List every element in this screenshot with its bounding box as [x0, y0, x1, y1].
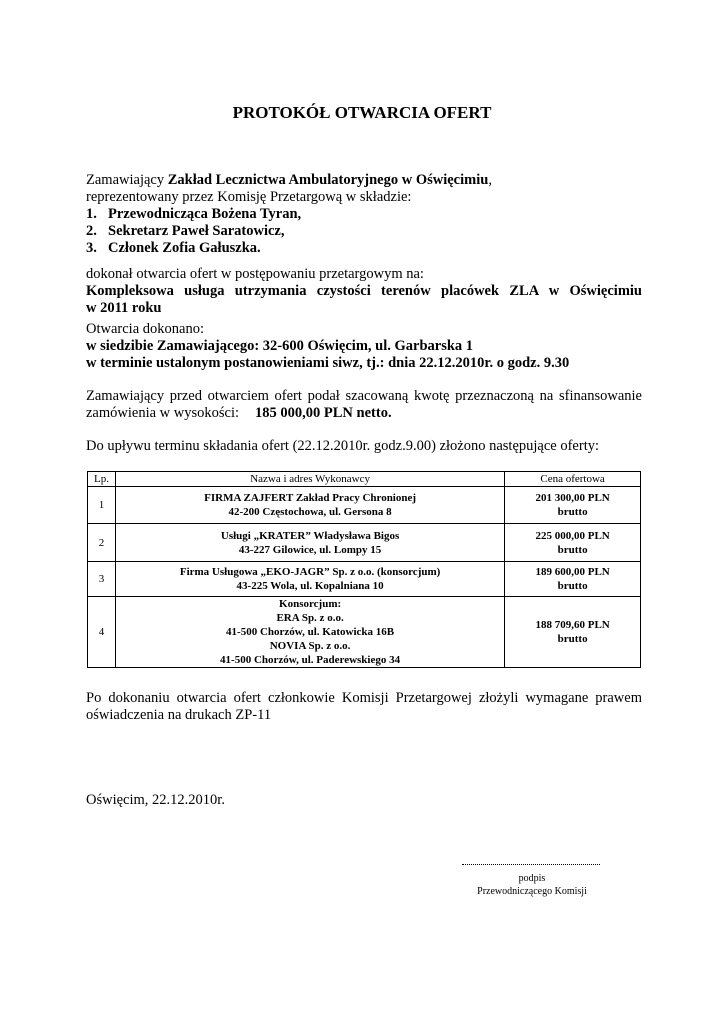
contractor-line: ERA Sp. z o.o.	[276, 612, 344, 624]
table-row	[88, 597, 641, 668]
signature-role: Przewodniczącego Komisji	[477, 886, 587, 897]
member-number: 1.	[86, 206, 97, 222]
opening-line: dokonał otwarcia ofert w postępowaniu przetargowym na:	[86, 266, 424, 282]
budget-block	[86, 388, 642, 422]
contractor-line: NOVIA Sp. z o.o.	[269, 640, 351, 652]
cell-contractor	[115, 562, 504, 597]
place-date: Oświęcim, 22.12.2010r.	[86, 792, 225, 808]
budget-line2	[86, 405, 642, 422]
opening-done-label: Otwarcia dokonano:	[86, 321, 204, 337]
committee-member	[86, 206, 642, 223]
table-row	[88, 562, 641, 597]
committee-members-list	[86, 206, 642, 257]
contractor-line: Firma Usługowa „EKO-JAGR” Sp. z o.o. (konsorcjum)	[179, 566, 441, 578]
signature-caption	[462, 872, 602, 898]
table-header-row	[88, 472, 641, 487]
offers-intro: Do upływu terminu składania ofert (22.12.2010r. godz.9.00) złożono następujące oferty:	[86, 438, 600, 454]
intro-suffix: ,	[488, 172, 492, 188]
cell-lp: 4	[88, 597, 116, 668]
table-row	[88, 524, 641, 562]
cell-price	[505, 487, 641, 524]
intro-prefix: Zamawiający	[86, 172, 168, 188]
offers-table	[87, 471, 641, 668]
contractor-line: 43-227 Gilowice, ul. Lompy 15	[238, 543, 382, 556]
cell-lp: 3	[88, 562, 116, 597]
contractor-line: 42-200 Częstochowa, ul. Gersona 8	[228, 506, 392, 518]
budget-prefix: zamówienia w wysokości:	[86, 405, 240, 421]
price-line: 189 600,00 PLN	[535, 566, 610, 578]
header-price: Cena ofertowa	[505, 472, 641, 487]
closing-line2: oświadczenia na drukach ZP-11	[86, 707, 272, 723]
budget-amount: 185 000,00 PLN netto.	[255, 405, 392, 421]
opening-place: w siedzibie Zamawiającego: 32-600 Oświęcim, ul. Garbarska 1	[86, 338, 474, 354]
closing-line1: Po dokonaniu otwarcia ofert członkowie Komisji Przetargowej złożyli wymagane prawem	[86, 690, 642, 706]
organization-name: Zakład Lecznictwa Ambulatoryjnego w Oświęcimiu	[167, 172, 489, 188]
cell-contractor	[115, 487, 504, 524]
budget-line1: Zamawiający przed otwarciem ofert podał szacowaną kwotę przeznaczoną na sfinansowanie	[86, 388, 642, 404]
contractor-line: Konsorcjum:	[279, 598, 342, 610]
signature-label: podpis	[518, 873, 546, 884]
header-name: Nazwa i adres Wykonawcy	[115, 472, 504, 487]
table-row	[88, 487, 641, 524]
contractor-line: FIRMA ZAJFERT Zakład Pracy Chronionej	[204, 492, 417, 504]
cell-price	[505, 524, 641, 562]
opening-done-block	[86, 321, 642, 372]
committee-line: reprezentowany przez Komisję Przetargową w składzie:	[86, 189, 412, 205]
committee-member	[86, 240, 642, 257]
cell-contractor	[115, 597, 504, 668]
price-line: 188 709,60 PLN	[535, 619, 610, 631]
contractor-line: 43-225 Wola, ul. Kopalniana 10	[236, 580, 384, 592]
signature-line	[462, 864, 600, 865]
cell-contractor	[115, 524, 504, 562]
document-title: PROTOKÓŁ OTWARCIA OFERT	[232, 103, 492, 122]
price-line: brutto	[557, 633, 588, 645]
cell-lp: 2	[88, 524, 116, 562]
header-lp: Lp.	[88, 472, 116, 487]
price-line: brutto	[557, 580, 588, 592]
member-number: 3.	[86, 240, 97, 256]
price-line: brutto	[557, 506, 588, 518]
contractor-line: Usługi „KRATER” Władysława Bigos	[220, 529, 400, 542]
intro-block	[86, 172, 642, 257]
cell-price	[505, 562, 641, 597]
member-text: Członek Zofia Gałuszka.	[108, 240, 261, 256]
committee-member	[86, 223, 642, 240]
offers-table-body	[88, 487, 641, 668]
cell-price	[505, 597, 641, 668]
opening-time: w terminie ustalonym postanowieniami siwz, tj.: dnia 22.12.2010r. o godz. 9.30	[86, 355, 570, 371]
price-line: brutto	[557, 543, 588, 556]
cell-lp: 1	[88, 487, 116, 524]
opening-block	[86, 266, 642, 317]
price-line: 201 300,00 PLN	[535, 492, 610, 504]
member-number: 2.	[86, 223, 97, 239]
tender-subject-line2: w 2011 roku	[86, 300, 162, 316]
member-text: Przewodnicząca Bożena Tyran,	[108, 206, 302, 222]
tender-subject-line1: Kompleksowa usługa utrzymania czystości terenów placówek ZLA w Oświęcimiu	[86, 283, 642, 299]
intro-line	[86, 172, 642, 189]
contractor-line: 41-500 Chorzów, ul. Katowicka 16B	[226, 626, 395, 638]
member-text: Sekretarz Paweł Saratowicz,	[108, 223, 285, 239]
contractor-line: 41-500 Chorzów, ul. Paderewskiego 34	[220, 654, 401, 666]
closing-block	[86, 690, 642, 724]
price-line: 225 000,00 PLN	[535, 529, 610, 542]
